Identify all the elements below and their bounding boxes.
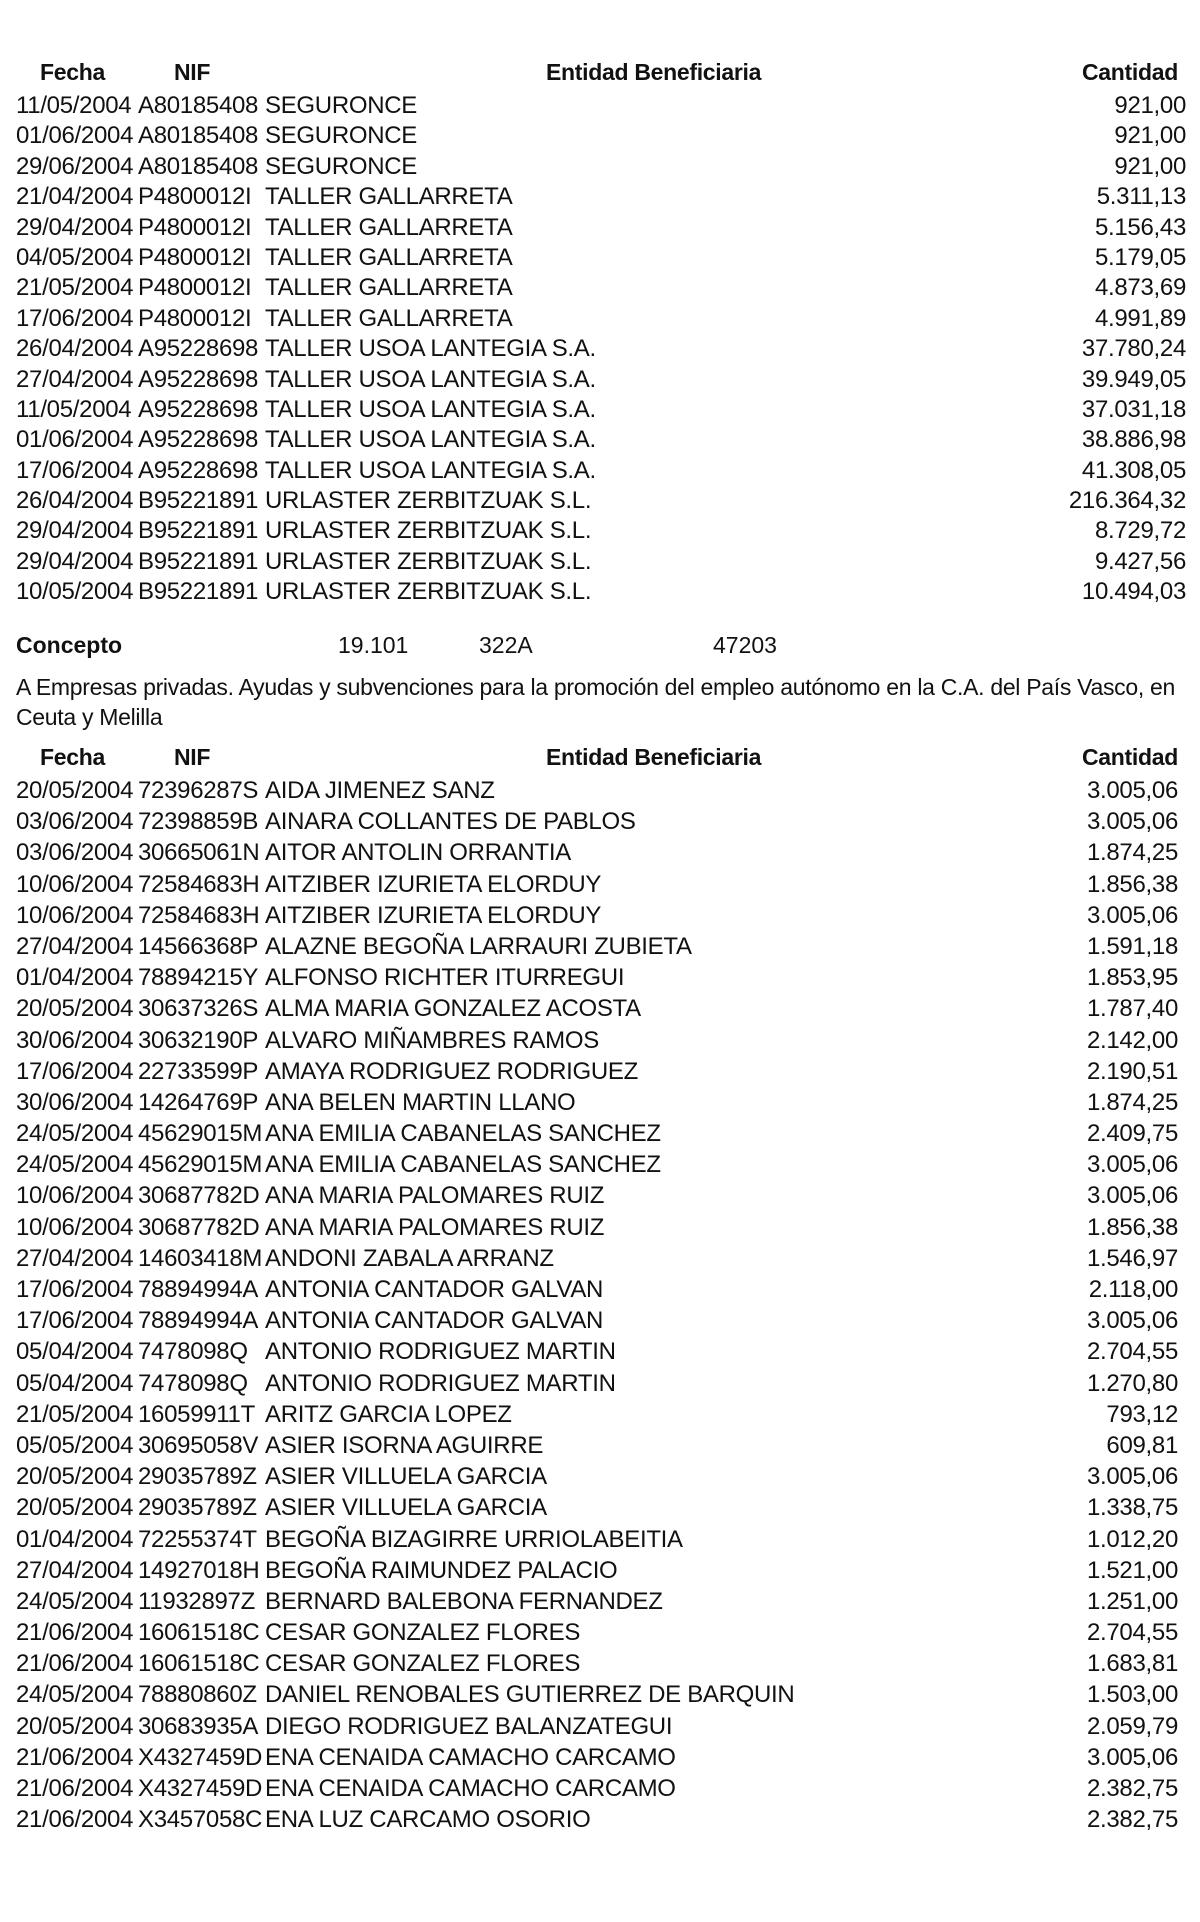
cell-nif: A80185408 bbox=[138, 122, 259, 150]
table-row bbox=[16, 1119, 1186, 1150]
cell-nif: 30695058V bbox=[138, 1431, 259, 1459]
cell-entidad: TALLER USOA LANTEGIA S.A. bbox=[265, 365, 596, 393]
cell-fecha: 21/04/2004 bbox=[16, 183, 134, 211]
cell-cantidad: 1.591,18 bbox=[1086, 932, 1178, 960]
cell-nif: 14566368P bbox=[138, 932, 259, 960]
table-row bbox=[16, 213, 1186, 243]
cell-nif: P4800012I bbox=[138, 183, 252, 211]
concepto-code-2: 322A bbox=[479, 632, 533, 658]
table-row bbox=[16, 1369, 1186, 1400]
cell-entidad: ASIER VILLUELA GARCIA bbox=[265, 1494, 547, 1522]
cell-nif: 78894215Y bbox=[138, 964, 259, 992]
cell-fecha: 21/06/2004 bbox=[16, 1619, 134, 1647]
cell-cantidad: 1.503,00 bbox=[1086, 1681, 1178, 1709]
cell-entidad: AITOR ANTOLIN ORRANTIA bbox=[265, 839, 571, 867]
cell-nif: A95228698 bbox=[138, 395, 259, 423]
cell-entidad: TALLER USOA LANTEGIA S.A. bbox=[265, 335, 596, 363]
cell-fecha: 03/06/2004 bbox=[16, 839, 134, 867]
cell-entidad: BERNARD BALEBONA FERNANDEZ bbox=[265, 1587, 663, 1615]
cell-fecha: 29/04/2004 bbox=[16, 547, 134, 575]
cell-cantidad: 1.787,40 bbox=[1086, 995, 1178, 1023]
cell-cantidad: 1.546,97 bbox=[1086, 1244, 1178, 1272]
cell-cantidad: 793,12 bbox=[1106, 1400, 1178, 1428]
cell-fecha: 11/05/2004 bbox=[16, 92, 132, 119]
cell-nif: 30632190P bbox=[138, 1026, 259, 1054]
table-row bbox=[16, 243, 1186, 273]
cell-nif: 30687782D bbox=[138, 1182, 260, 1210]
cell-entidad: ASIER VILLUELA GARCIA bbox=[265, 1463, 547, 1491]
cell-nif: X4327459D bbox=[138, 1775, 263, 1802]
cell-cantidad: 4.873,69 bbox=[1094, 274, 1186, 302]
cell-entidad: ANTONIA CANTADOR GALVAN bbox=[265, 1307, 604, 1335]
cell-cantidad: 2.382,75 bbox=[1086, 1775, 1178, 1802]
cell-entidad: ENA CENAIDA CAMACHO CARCAMO bbox=[265, 1775, 676, 1802]
cell-fecha: 03/06/2004 bbox=[16, 808, 134, 836]
cell-nif: P4800012I bbox=[138, 304, 252, 332]
table-row bbox=[16, 1400, 1186, 1431]
cell-nif: 16061518C bbox=[138, 1650, 260, 1678]
table-row bbox=[16, 870, 1186, 901]
cell-fecha: 29/04/2004 bbox=[16, 517, 134, 545]
cell-entidad: TALLER GALLARRETA bbox=[265, 304, 513, 332]
header-nif: NIF bbox=[174, 59, 211, 85]
cell-entidad: TALLER GALLARRETA bbox=[265, 243, 513, 271]
cell-entidad: AITZIBER IZURIETA ELORDUY bbox=[265, 901, 602, 929]
header-nif: NIF bbox=[174, 744, 211, 770]
cell-cantidad: 5.156,43 bbox=[1094, 213, 1186, 241]
cell-nif: P4800012I bbox=[138, 274, 252, 302]
cell-nif: X4327459D bbox=[138, 1743, 263, 1771]
table-row bbox=[16, 152, 1186, 182]
cell-fecha: 29/06/2004 bbox=[16, 152, 134, 180]
cell-nif: 30665061N bbox=[138, 839, 260, 867]
cell-fecha: 27/04/2004 bbox=[16, 1556, 134, 1584]
cell-fecha: 21/05/2004 bbox=[16, 274, 134, 302]
cell-entidad: ANTONIO RODRIGUEZ MARTIN bbox=[265, 1338, 616, 1366]
cell-fecha: 10/05/2004 bbox=[16, 578, 134, 606]
cell-cantidad: 9.427,56 bbox=[1094, 547, 1186, 575]
table-row bbox=[16, 1213, 1186, 1244]
cell-fecha: 05/04/2004 bbox=[16, 1338, 134, 1366]
cell-cantidad: 609,81 bbox=[1106, 1431, 1178, 1459]
cell-entidad: TALLER GALLARRETA bbox=[265, 183, 513, 211]
cell-entidad: ARITZ GARCIA LOPEZ bbox=[265, 1400, 512, 1428]
table-row bbox=[16, 334, 1186, 364]
table-row bbox=[16, 1088, 1186, 1119]
cell-fecha: 04/05/2004 bbox=[16, 243, 134, 271]
cell-cantidad: 5.179,05 bbox=[1094, 243, 1186, 271]
cell-cantidad: 2.059,79 bbox=[1086, 1712, 1178, 1740]
cell-fecha: 17/06/2004 bbox=[16, 304, 134, 332]
cell-entidad: DANIEL RENOBALES GUTIERREZ DE BARQUIN bbox=[265, 1681, 795, 1709]
cell-nif: 11932897Z bbox=[138, 1587, 255, 1615]
cell-cantidad: 10.494,03 bbox=[1081, 578, 1186, 606]
cell-fecha: 20/05/2004 bbox=[16, 1494, 134, 1522]
table-row bbox=[16, 1774, 1186, 1805]
cell-cantidad: 3.005,06 bbox=[1086, 1307, 1178, 1335]
cell-nif: 78894994A bbox=[138, 1276, 259, 1303]
header-entidad: Entidad Beneficiaria bbox=[546, 744, 762, 770]
header-entidad: Entidad Beneficiaria bbox=[546, 59, 762, 85]
cell-cantidad: 1.521,00 bbox=[1086, 1556, 1178, 1584]
cell-nif: 72255374T bbox=[138, 1525, 257, 1553]
cell-cantidad: 3.005,06 bbox=[1086, 808, 1178, 836]
concepto-description: A Empresas privadas. Ayudas y subvenciones para la promoción del empleo autónomo en la C.A. del País Vasco, en Ceuta y Melilla bbox=[16, 674, 1176, 730]
cell-entidad: TALLER USOA LANTEGIA S.A. bbox=[265, 395, 596, 423]
cell-entidad: ASIER ISORNA AGUIRRE bbox=[265, 1431, 544, 1459]
cell-entidad: ANA MARIA PALOMARES RUIZ bbox=[265, 1213, 605, 1241]
table-row bbox=[16, 395, 1186, 425]
table-row bbox=[16, 1275, 1186, 1306]
cell-cantidad: 921,00 bbox=[1114, 122, 1186, 150]
cell-cantidad: 3.005,06 bbox=[1086, 1151, 1178, 1179]
header-cantidad: Cantidad bbox=[1082, 744, 1178, 770]
cell-entidad: AIDA JIMENEZ SANZ bbox=[265, 777, 495, 804]
cell-cantidad: 2.382,75 bbox=[1086, 1806, 1178, 1834]
concepto-code-3: 47203 bbox=[713, 632, 777, 658]
cell-nif: A80185408 bbox=[138, 152, 259, 180]
cell-nif: A95228698 bbox=[138, 335, 259, 363]
table-row bbox=[16, 1057, 1186, 1088]
cell-fecha: 30/06/2004 bbox=[16, 1026, 134, 1054]
cell-entidad: ENA LUZ CARCAMO OSORIO bbox=[265, 1806, 591, 1834]
concepto-code-1: 19.101 bbox=[338, 632, 409, 658]
header-fecha: Fecha bbox=[40, 744, 105, 770]
cell-entidad: AMAYA RODRIGUEZ RODRIGUEZ bbox=[265, 1057, 638, 1085]
cell-fecha: 17/06/2004 bbox=[16, 1276, 134, 1303]
cell-cantidad: 41.308,05 bbox=[1081, 456, 1186, 484]
table-row bbox=[16, 425, 1186, 455]
cell-entidad: TALLER GALLARRETA bbox=[265, 213, 513, 241]
cell-cantidad: 2.142,00 bbox=[1086, 1026, 1178, 1054]
cell-entidad: ALMA MARIA GONZALEZ ACOSTA bbox=[265, 995, 641, 1023]
cell-nif: 7478098Q bbox=[138, 1338, 248, 1366]
cell-entidad: ENA CENAIDA CAMACHO CARCAMO bbox=[265, 1743, 676, 1771]
table-header bbox=[16, 55, 1186, 91]
cell-cantidad: 3.005,06 bbox=[1086, 901, 1178, 929]
table-body bbox=[16, 776, 1186, 1836]
table-row bbox=[16, 1649, 1186, 1680]
cell-cantidad: 216.364,32 bbox=[1068, 487, 1186, 515]
table-row bbox=[16, 1805, 1186, 1836]
table-row bbox=[16, 1337, 1186, 1368]
cell-cantidad: 1.251,00 bbox=[1086, 1587, 1178, 1615]
cell-entidad: URLASTER ZERBITZUAK S.L. bbox=[265, 517, 592, 545]
cell-fecha: 10/06/2004 bbox=[16, 870, 134, 898]
cell-fecha: 27/04/2004 bbox=[16, 365, 134, 393]
cell-fecha: 21/06/2004 bbox=[16, 1650, 134, 1678]
concepto-label: Concepto bbox=[16, 632, 123, 658]
table-row bbox=[16, 486, 1186, 516]
cell-fecha: 21/06/2004 bbox=[16, 1806, 134, 1834]
cell-cantidad: 2.409,75 bbox=[1086, 1120, 1178, 1148]
header-cantidad: Cantidad bbox=[1082, 59, 1178, 85]
cell-fecha: 24/05/2004 bbox=[16, 1681, 134, 1709]
table-row bbox=[16, 91, 1186, 121]
cell-fecha: 11/05/2004 bbox=[16, 395, 132, 423]
table-row bbox=[16, 1431, 1186, 1462]
cell-fecha: 05/05/2004 bbox=[16, 1431, 134, 1459]
cell-fecha: 21/06/2004 bbox=[16, 1775, 134, 1802]
cell-fecha: 24/05/2004 bbox=[16, 1120, 134, 1148]
cell-nif: 78894994A bbox=[138, 1307, 259, 1335]
cell-cantidad: 1.683,81 bbox=[1086, 1650, 1178, 1678]
cell-cantidad: 1.874,25 bbox=[1086, 839, 1178, 867]
cell-entidad: BEGOÑA RAIMUNDEZ PALACIO bbox=[265, 1556, 618, 1584]
cell-entidad: ANTONIA CANTADOR GALVAN bbox=[265, 1276, 604, 1303]
cell-fecha: 21/06/2004 bbox=[16, 1743, 134, 1771]
cell-nif: 30637326S bbox=[138, 995, 259, 1023]
cell-entidad: URLASTER ZERBITZUAK S.L. bbox=[265, 547, 592, 575]
cell-entidad: ANA MARIA PALOMARES RUIZ bbox=[265, 1182, 605, 1210]
table-row bbox=[16, 1244, 1186, 1275]
cell-cantidad: 921,00 bbox=[1114, 92, 1186, 119]
cell-nif: B95221891 bbox=[138, 578, 259, 606]
cell-nif: A95228698 bbox=[138, 456, 259, 484]
cell-entidad: CESAR GONZALEZ FLORES bbox=[265, 1619, 581, 1647]
cell-cantidad: 1.270,80 bbox=[1086, 1369, 1178, 1397]
cell-fecha: 17/06/2004 bbox=[16, 456, 134, 484]
cell-nif: X3457058C bbox=[138, 1806, 263, 1834]
cell-fecha: 20/05/2004 bbox=[16, 995, 134, 1023]
cell-entidad: ANTONIO RODRIGUEZ MARTIN bbox=[265, 1369, 616, 1397]
table-row bbox=[16, 121, 1186, 151]
cell-cantidad: 37.780,24 bbox=[1081, 335, 1186, 363]
cell-entidad: ANDONI ZABALA ARRANZ bbox=[265, 1244, 554, 1272]
cell-fecha: 10/06/2004 bbox=[16, 1213, 134, 1241]
table-row bbox=[16, 1680, 1186, 1711]
table-header bbox=[16, 740, 1186, 776]
table-row bbox=[16, 1587, 1186, 1618]
cell-entidad: BEGOÑA BIZAGIRRE URRIOLABEITIA bbox=[265, 1525, 683, 1553]
cell-fecha: 10/06/2004 bbox=[16, 901, 134, 929]
cell-fecha: 27/04/2004 bbox=[16, 932, 134, 960]
cell-nif: 16059911T bbox=[138, 1400, 255, 1428]
beneficiaries-table-1 bbox=[16, 55, 1186, 608]
table-row bbox=[16, 1150, 1186, 1181]
cell-nif: 7478098Q bbox=[138, 1369, 248, 1397]
cell-fecha: 05/04/2004 bbox=[16, 1369, 134, 1397]
cell-entidad: ALAZNE BEGOÑA LARRAURI ZUBIETA bbox=[265, 932, 692, 960]
cell-cantidad: 1.012,20 bbox=[1086, 1525, 1178, 1553]
cell-nif: A95228698 bbox=[138, 365, 259, 393]
cell-nif: 29035789Z bbox=[138, 1494, 257, 1522]
cell-cantidad: 1.874,25 bbox=[1086, 1088, 1178, 1116]
cell-nif: 45629015M bbox=[138, 1120, 263, 1148]
cell-nif: 72398859B bbox=[138, 808, 259, 836]
table-row bbox=[16, 1462, 1186, 1493]
cell-entidad: CESAR GONZALEZ FLORES bbox=[265, 1650, 581, 1678]
cell-entidad: ALVARO MIÑAMBRES RAMOS bbox=[265, 1026, 599, 1054]
cell-cantidad: 1.853,95 bbox=[1086, 964, 1178, 992]
cell-fecha: 24/05/2004 bbox=[16, 1587, 134, 1615]
cell-nif: A80185408 bbox=[138, 92, 259, 119]
cell-nif: 29035789Z bbox=[138, 1463, 257, 1491]
cell-nif: 45629015M bbox=[138, 1151, 263, 1179]
beneficiaries-table-2 bbox=[16, 740, 1186, 1836]
table-body bbox=[16, 91, 1186, 608]
table-row bbox=[16, 182, 1186, 212]
cell-entidad: ANA EMILIA CABANELAS SANCHEZ bbox=[265, 1151, 661, 1179]
concepto-line bbox=[16, 628, 1186, 662]
cell-nif: 16061518C bbox=[138, 1619, 260, 1647]
cell-fecha: 01/04/2004 bbox=[16, 964, 134, 992]
table-row bbox=[16, 365, 1186, 395]
cell-cantidad: 3.005,06 bbox=[1086, 1463, 1178, 1491]
table-row bbox=[16, 901, 1186, 932]
cell-nif: 30687782D bbox=[138, 1213, 260, 1241]
cell-nif: B95221891 bbox=[138, 547, 259, 575]
cell-nif: B95221891 bbox=[138, 487, 259, 515]
cell-cantidad: 38.886,98 bbox=[1081, 426, 1186, 454]
cell-fecha: 30/06/2004 bbox=[16, 1088, 134, 1116]
table-row bbox=[16, 1556, 1186, 1587]
cell-entidad: AINARA COLLANTES DE PABLOS bbox=[265, 808, 636, 836]
cell-entidad: ANA EMILIA CABANELAS SANCHEZ bbox=[265, 1120, 661, 1148]
cell-nif: P4800012I bbox=[138, 243, 252, 271]
cell-cantidad: 8.729,72 bbox=[1094, 517, 1186, 545]
cell-nif: 72396287S bbox=[138, 777, 259, 804]
cell-entidad: TALLER GALLARRETA bbox=[265, 274, 513, 302]
cell-fecha: 17/06/2004 bbox=[16, 1307, 134, 1335]
cell-nif: 14264769P bbox=[138, 1088, 259, 1116]
cell-fecha: 20/05/2004 bbox=[16, 1712, 134, 1740]
table-row bbox=[16, 1181, 1186, 1212]
cell-nif: 22733599P bbox=[138, 1057, 259, 1085]
cell-cantidad: 1.338,75 bbox=[1086, 1494, 1178, 1522]
cell-entidad: SEGURONCE bbox=[265, 122, 417, 150]
cell-nif: A95228698 bbox=[138, 426, 259, 454]
table-row bbox=[16, 516, 1186, 546]
cell-fecha: 01/06/2004 bbox=[16, 122, 134, 150]
table-row bbox=[16, 1306, 1186, 1337]
cell-cantidad: 39.949,05 bbox=[1081, 365, 1186, 393]
table-row bbox=[16, 994, 1186, 1025]
cell-cantidad: 2.190,51 bbox=[1086, 1057, 1178, 1085]
header-fecha: Fecha bbox=[40, 59, 105, 85]
cell-cantidad: 2.704,55 bbox=[1086, 1619, 1178, 1647]
cell-entidad: TALLER USOA LANTEGIA S.A. bbox=[265, 456, 596, 484]
table-row bbox=[16, 547, 1186, 577]
table-row bbox=[16, 1026, 1186, 1057]
table-row bbox=[16, 1525, 1186, 1556]
table-row bbox=[16, 304, 1186, 334]
cell-fecha: 26/04/2004 bbox=[16, 487, 134, 515]
cell-entidad: URLASTER ZERBITZUAK S.L. bbox=[265, 578, 592, 606]
cell-fecha: 17/06/2004 bbox=[16, 1057, 134, 1085]
table-row bbox=[16, 776, 1186, 807]
cell-cantidad: 1.856,38 bbox=[1086, 1213, 1178, 1241]
cell-fecha: 29/04/2004 bbox=[16, 213, 134, 241]
table-row bbox=[16, 273, 1186, 303]
cell-fecha: 01/04/2004 bbox=[16, 1525, 134, 1553]
cell-cantidad: 2.704,55 bbox=[1086, 1338, 1178, 1366]
table-row bbox=[16, 838, 1186, 869]
cell-fecha: 20/05/2004 bbox=[16, 1463, 134, 1491]
cell-entidad: SEGURONCE bbox=[265, 92, 417, 119]
cell-fecha: 24/05/2004 bbox=[16, 1151, 134, 1179]
cell-nif: B95221891 bbox=[138, 517, 259, 545]
cell-nif: 30683935A bbox=[138, 1712, 259, 1740]
cell-fecha: 26/04/2004 bbox=[16, 335, 134, 363]
cell-nif: 78880860Z bbox=[138, 1681, 257, 1709]
cell-cantidad: 37.031,18 bbox=[1081, 395, 1186, 423]
cell-entidad: ALFONSO RICHTER ITURREGUI bbox=[265, 964, 625, 992]
cell-cantidad: 1.856,38 bbox=[1086, 870, 1178, 898]
cell-entidad: SEGURONCE bbox=[265, 152, 417, 180]
table-row bbox=[16, 807, 1186, 838]
cell-fecha: 10/06/2004 bbox=[16, 1182, 134, 1210]
table-row bbox=[16, 1493, 1186, 1524]
cell-cantidad: 3.005,06 bbox=[1086, 777, 1178, 804]
table-row bbox=[16, 963, 1186, 994]
cell-entidad: TALLER USOA LANTEGIA S.A. bbox=[265, 426, 596, 454]
cell-nif: 72584683H bbox=[138, 901, 260, 929]
cell-entidad: ANA BELEN MARTIN LLANO bbox=[265, 1088, 576, 1116]
cell-fecha: 21/05/2004 bbox=[16, 1400, 134, 1428]
cell-fecha: 27/04/2004 bbox=[16, 1244, 134, 1272]
table-row bbox=[16, 932, 1186, 963]
cell-cantidad: 4.991,89 bbox=[1094, 304, 1186, 332]
table-row bbox=[16, 456, 1186, 486]
cell-entidad: DIEGO RODRIGUEZ BALANZATEGUI bbox=[265, 1712, 673, 1740]
cell-cantidad: 921,00 bbox=[1114, 152, 1186, 180]
cell-nif: 72584683H bbox=[138, 870, 260, 898]
cell-cantidad: 3.005,06 bbox=[1086, 1743, 1178, 1771]
cell-cantidad: 3.005,06 bbox=[1086, 1182, 1178, 1210]
table-row bbox=[16, 1712, 1186, 1743]
cell-fecha: 20/05/2004 bbox=[16, 777, 134, 804]
cell-entidad: URLASTER ZERBITZUAK S.L. bbox=[265, 487, 592, 515]
cell-nif: 14603418M bbox=[138, 1244, 263, 1272]
cell-entidad: AITZIBER IZURIETA ELORDUY bbox=[265, 870, 602, 898]
table-row bbox=[16, 1743, 1186, 1774]
cell-nif: P4800012I bbox=[138, 213, 252, 241]
cell-nif: 14927018H bbox=[138, 1556, 260, 1584]
table-row bbox=[16, 577, 1186, 607]
table-row bbox=[16, 1618, 1186, 1649]
cell-cantidad: 5.311,13 bbox=[1096, 183, 1186, 211]
cell-cantidad: 2.118,00 bbox=[1088, 1276, 1178, 1303]
cell-fecha: 01/06/2004 bbox=[16, 426, 134, 454]
